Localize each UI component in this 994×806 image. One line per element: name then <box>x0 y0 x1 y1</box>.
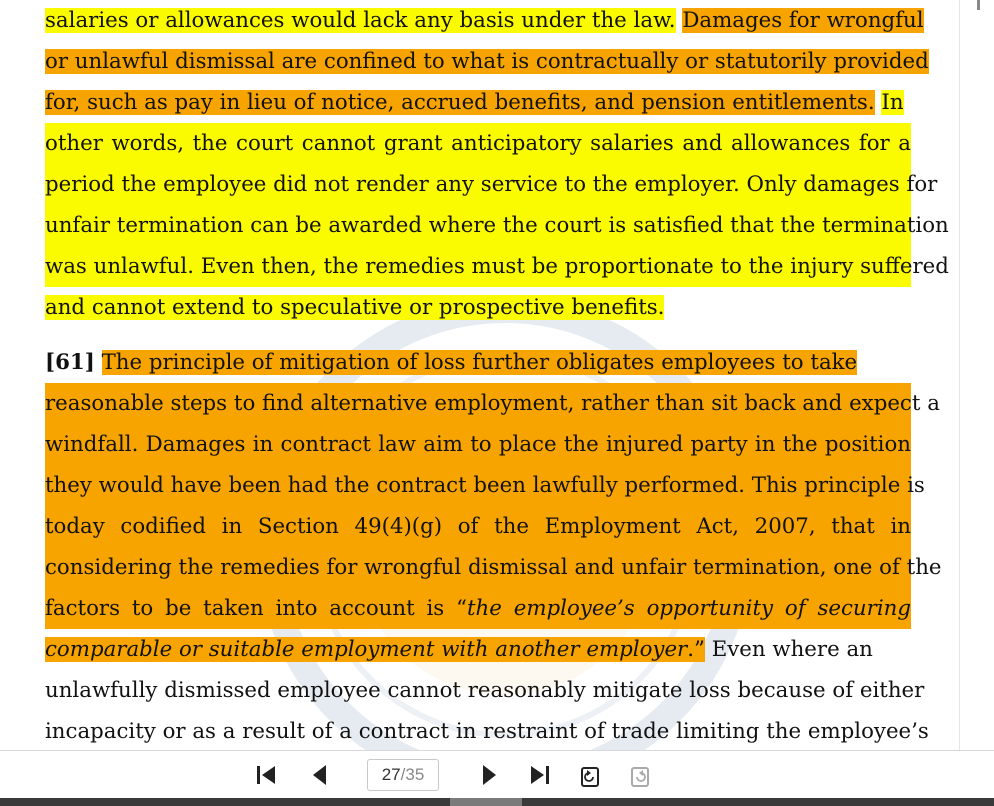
highlighted-text: salaries or allowances would lack any basis under the law. <box>45 8 676 33</box>
text-line <box>45 588 911 629</box>
page-number-input[interactable] <box>367 759 439 791</box>
quoted-text: comparable or suitable employment with another employer <box>45 637 688 662</box>
vertical-scrollbar[interactable] <box>959 0 994 750</box>
last-page-button[interactable] <box>522 759 558 791</box>
quoted-text: the employee’s opportunity of securing <box>466 596 911 621</box>
horizontal-scrollbar[interactable] <box>0 798 994 806</box>
highlighted-text <box>45 637 705 662</box>
rotate-left-icon <box>578 762 602 788</box>
text-segment: Even where an <box>711 637 873 662</box>
highlighted-text: The principle of mitigation of loss further obligates employees to take <box>101 350 858 375</box>
text-line: reasonable steps to find alternative employment, rather than sit back and expect a <box>45 383 911 424</box>
current-page[interactable]: 27 <box>381 765 401 784</box>
text-line: other words, the court cannot grant anticipatory salaries and allowances for a <box>45 123 911 164</box>
rotate-right-button[interactable] <box>622 759 658 791</box>
text-line <box>45 342 911 383</box>
first-page-button[interactable] <box>248 759 284 791</box>
scrollbar-thumb[interactable] <box>977 0 980 10</box>
rotate-left-button[interactable] <box>572 759 608 791</box>
text-line: today codified in Section 49(4)(g) of the Employment Act, 2007, that in <box>45 506 911 547</box>
text-line: they would have been had the contract been lawfully performed. This principle is <box>45 465 911 506</box>
highlighted-text: for, such as pay in lieu of notice, accrued benefits, and pension entitlements. <box>45 90 875 115</box>
scrollbar-thumb[interactable] <box>450 798 522 806</box>
prev-page-icon <box>309 763 331 787</box>
text-line: unfair termination can be awarded where the court is satisfied that the termination <box>45 205 911 246</box>
total-pages: /35 <box>400 765 425 784</box>
text-line: period the employee did not render any service to the employer. Only damages for <box>45 164 911 205</box>
text-line: was unlawful. Even then, the remedies must be proportionate to the injury suffered <box>45 246 911 287</box>
highlighted-text: In <box>881 90 904 115</box>
first-page-icon <box>254 763 278 787</box>
highlighted-text: and cannot extend to speculative or prospective benefits. <box>45 295 665 320</box>
text-line: windfall. Damages in contract law aim to place the injured party in the position <box>45 424 911 465</box>
text-segment: factors to be taken into account is “ <box>45 596 467 621</box>
text-line: unlawfully dismissed employee cannot reasonably mitigate loss because of either <box>45 678 925 703</box>
highlighted-text: or unlawful dismissal are confined to what is contractually or statutorily provided <box>45 49 929 74</box>
text-line: incapacity or as a result of a contract in restraint of trade limiting the employee’s <box>45 719 929 744</box>
text-line <box>45 82 911 123</box>
next-page-icon <box>478 763 500 787</box>
text-segment: .” <box>687 637 705 662</box>
text-line <box>45 41 929 82</box>
rotate-right-icon <box>628 762 652 788</box>
paragraph-number: [61] <box>45 350 95 375</box>
text-line <box>45 629 911 670</box>
next-page-button[interactable] <box>471 759 507 791</box>
last-page-icon <box>528 763 552 787</box>
text-line <box>45 0 924 41</box>
text-line: considering the remedies for wrongful dismissal and unfair termination, one of the <box>45 547 911 588</box>
text-line <box>45 287 911 328</box>
highlighted-text: Damages for wrongful <box>682 8 924 33</box>
pdf-toolbar <box>0 750 994 799</box>
previous-page-button[interactable] <box>302 759 338 791</box>
